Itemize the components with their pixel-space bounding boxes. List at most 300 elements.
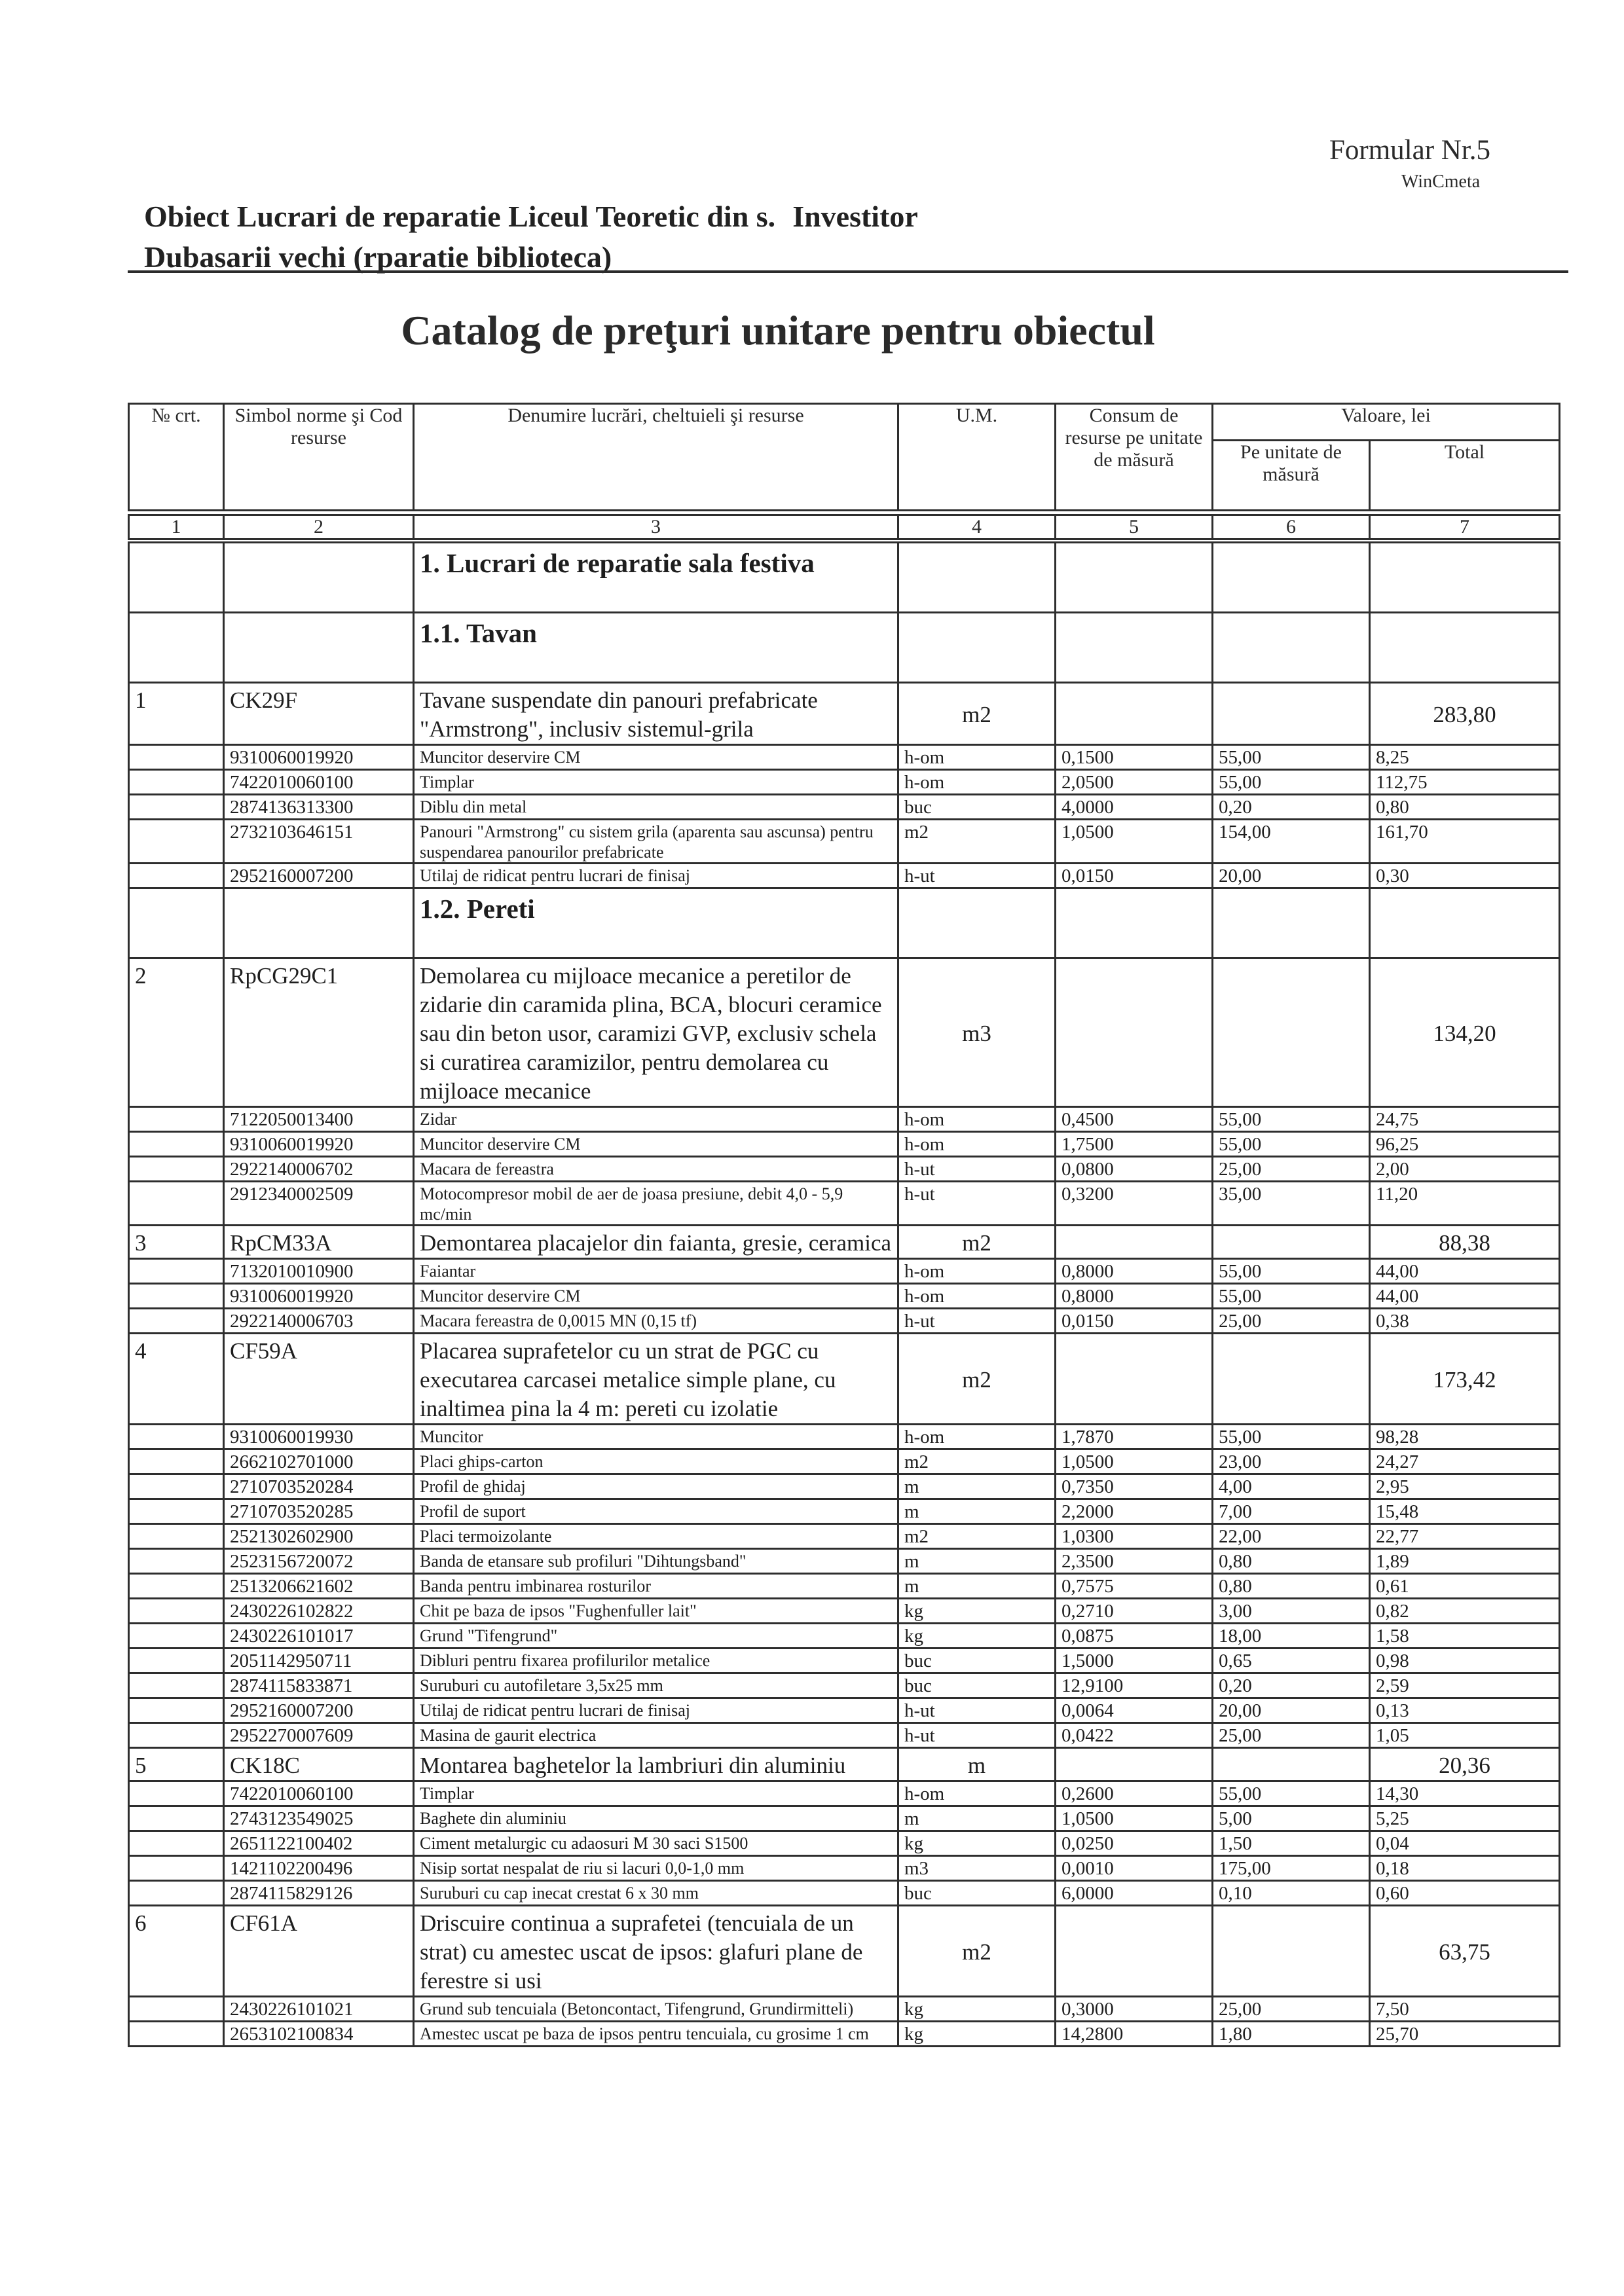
resource-consumption: 0,3000 bbox=[1056, 1997, 1213, 2022]
resource-name: Suruburi cu autofiletare 3,5x25 mm bbox=[414, 1673, 898, 1698]
resource-row bbox=[129, 1856, 1560, 1881]
resource-row bbox=[129, 1474, 1560, 1499]
resource-consumption: 0,0875 bbox=[1056, 1624, 1213, 1649]
norm-total: 173,42 bbox=[1370, 1334, 1560, 1425]
col-header-simbol: Simbol norme şi Cod resurse bbox=[224, 404, 414, 511]
cell-nr bbox=[129, 1806, 224, 1831]
resource-code: 9310060019920 bbox=[224, 1132, 414, 1157]
norm-row bbox=[129, 1748, 1560, 1781]
resource-row bbox=[129, 1425, 1560, 1449]
page-title bbox=[0, 306, 1624, 355]
norm-unit: m2 bbox=[898, 1226, 1056, 1259]
cell-empty bbox=[1056, 888, 1213, 958]
resource-unit-price: 55,00 bbox=[1213, 770, 1370, 795]
resource-code: 2523156720072 bbox=[224, 1549, 414, 1574]
resource-unit-price: 25,00 bbox=[1213, 1157, 1370, 1182]
resource-consumption: 0,0150 bbox=[1056, 1309, 1213, 1334]
cell-nr bbox=[129, 1309, 224, 1334]
norm-code: CF59A bbox=[224, 1334, 414, 1425]
resource-row bbox=[129, 1599, 1560, 1624]
resource-name: Chit pe baza de ipsos "Fughenfuller lait" bbox=[414, 1599, 898, 1624]
resource-name: Diblu din metal bbox=[414, 795, 898, 820]
resource-name: Muncitor deservire CM bbox=[414, 1132, 898, 1157]
resource-unit-price: 18,00 bbox=[1213, 1624, 1370, 1649]
resource-total: 0,61 bbox=[1370, 1574, 1560, 1599]
cell-empty bbox=[1213, 958, 1370, 1107]
resource-code: 9310060019920 bbox=[224, 745, 414, 770]
resource-unit: h-ut bbox=[898, 1723, 1056, 1748]
cell-empty bbox=[1213, 1748, 1370, 1781]
resource-unit: m2 bbox=[898, 1524, 1056, 1549]
resource-unit: kg bbox=[898, 1997, 1056, 2022]
resource-row bbox=[129, 745, 1560, 770]
cell-empty bbox=[898, 888, 1056, 958]
resource-consumption: 0,4500 bbox=[1056, 1107, 1213, 1132]
col-header-um: U.M. bbox=[898, 404, 1056, 511]
resource-unit-price: 35,00 bbox=[1213, 1182, 1370, 1226]
resource-code: 9310060019920 bbox=[224, 1284, 414, 1309]
norm-name: Placarea suprafetelor cu un strat de PGC cu executarea carcasei metalice simple plane, cu inaltimea pina la 4 m: pereti cu izolatie bbox=[414, 1334, 898, 1425]
cell-nr bbox=[129, 1499, 224, 1524]
resource-total: 2,59 bbox=[1370, 1673, 1560, 1698]
resource-name: Placi ghips-carton bbox=[414, 1449, 898, 1474]
norm-total: 20,36 bbox=[1370, 1748, 1560, 1781]
object-title-line1: Obiect Lucrari de reparatie Liceul Teoretic din s. bbox=[144, 200, 776, 233]
col-header-pe-unitate: Pe unitate de măsură bbox=[1213, 441, 1370, 511]
cell-nr bbox=[129, 1997, 224, 2022]
resource-unit-price: 55,00 bbox=[1213, 1107, 1370, 1132]
resource-name: Masina de gaurit electrica bbox=[414, 1723, 898, 1748]
resource-row bbox=[129, 1574, 1560, 1599]
cell-nr bbox=[129, 770, 224, 795]
norm-number: 1 bbox=[129, 683, 224, 745]
resource-unit: h-om bbox=[898, 745, 1056, 770]
resource-unit: buc bbox=[898, 1881, 1056, 1906]
resource-code: 2743123549025 bbox=[224, 1806, 414, 1831]
resource-unit-price: 154,00 bbox=[1213, 820, 1370, 864]
resource-name: Baghete din aluminiu bbox=[414, 1806, 898, 1831]
resource-code: 2430226101017 bbox=[224, 1624, 414, 1649]
resource-consumption: 0,0422 bbox=[1056, 1723, 1213, 1748]
resource-code: 2912340002509 bbox=[224, 1182, 414, 1226]
norm-code: CK18C bbox=[224, 1748, 414, 1781]
resource-unit: buc bbox=[898, 1673, 1056, 1698]
cell-nr bbox=[129, 1624, 224, 1649]
resource-unit-price: 1,50 bbox=[1213, 1831, 1370, 1856]
resource-unit-price: 55,00 bbox=[1213, 1284, 1370, 1309]
resource-unit: h-om bbox=[898, 770, 1056, 795]
norm-code: RpCM33A bbox=[224, 1226, 414, 1259]
norm-number: 2 bbox=[129, 958, 224, 1107]
resource-total: 1,05 bbox=[1370, 1723, 1560, 1748]
resource-consumption: 0,0250 bbox=[1056, 1831, 1213, 1856]
resource-consumption: 0,2710 bbox=[1056, 1599, 1213, 1624]
cell-nr bbox=[129, 1723, 224, 1748]
cell-nr bbox=[129, 1182, 224, 1226]
resource-code: 2653102100834 bbox=[224, 2022, 414, 2047]
cell-empty bbox=[1056, 958, 1213, 1107]
table-header bbox=[128, 403, 1560, 511]
col-header-denumire: Denumire lucrări, cheltuieli şi resurse bbox=[414, 404, 898, 511]
resource-code: 2513206621602 bbox=[224, 1574, 414, 1599]
cell-nr bbox=[129, 1881, 224, 1906]
resource-code: 7422010060100 bbox=[224, 770, 414, 795]
resource-unit-price: 1,80 bbox=[1213, 2022, 1370, 2047]
cell-nr bbox=[129, 1599, 224, 1624]
column-number-row bbox=[128, 514, 1560, 540]
resource-total: 8,25 bbox=[1370, 745, 1560, 770]
col-header-consum: Consum de resurse pe unitate de măsură bbox=[1056, 404, 1213, 511]
resource-row bbox=[129, 1624, 1560, 1649]
resource-row bbox=[129, 1284, 1560, 1309]
resource-code: 2710703520285 bbox=[224, 1499, 414, 1524]
resource-code: 2874115833871 bbox=[224, 1673, 414, 1698]
resource-code: 2952270007609 bbox=[224, 1723, 414, 1748]
resource-consumption: 1,0300 bbox=[1056, 1524, 1213, 1549]
cell-nr bbox=[129, 1284, 224, 1309]
cell-empty bbox=[1056, 1748, 1213, 1781]
resource-consumption: 4,0000 bbox=[1056, 795, 1213, 820]
resource-row bbox=[129, 1107, 1560, 1132]
resource-code: 2952160007200 bbox=[224, 864, 414, 888]
resource-consumption: 1,7870 bbox=[1056, 1425, 1213, 1449]
resource-row bbox=[129, 1698, 1560, 1723]
col-number: 7 bbox=[1370, 515, 1560, 539]
section-title: 1.2. Pereti bbox=[414, 888, 898, 958]
norm-row bbox=[129, 683, 1560, 745]
resource-consumption: 1,5000 bbox=[1056, 1649, 1213, 1673]
resource-name: Utilaj de ridicat pentru lucrari de finisaj bbox=[414, 1698, 898, 1723]
resource-code: 7122050013400 bbox=[224, 1107, 414, 1132]
cell-empty bbox=[1213, 1226, 1370, 1259]
resource-unit-price: 25,00 bbox=[1213, 1309, 1370, 1334]
resource-unit: h-ut bbox=[898, 1182, 1056, 1226]
resource-consumption: 2,0500 bbox=[1056, 770, 1213, 795]
resource-consumption: 1,7500 bbox=[1056, 1132, 1213, 1157]
resource-total: 24,27 bbox=[1370, 1449, 1560, 1474]
resource-unit-price: 55,00 bbox=[1213, 1132, 1370, 1157]
resource-unit: h-ut bbox=[898, 1157, 1056, 1182]
object-header bbox=[144, 196, 1192, 278]
cell-nr bbox=[129, 745, 224, 770]
norm-unit: m3 bbox=[898, 958, 1056, 1107]
resource-name: Nisip sortat nespalat de riu si lacuri 0,0-1,0 mm bbox=[414, 1856, 898, 1881]
col-header-nr: № crt. bbox=[129, 404, 224, 511]
resource-consumption: 0,8000 bbox=[1056, 1284, 1213, 1309]
cell-nr bbox=[129, 795, 224, 820]
resource-total: 5,25 bbox=[1370, 1806, 1560, 1831]
resource-total: 0,38 bbox=[1370, 1309, 1560, 1334]
resource-unit: m bbox=[898, 1474, 1056, 1499]
cell-empty bbox=[898, 613, 1056, 683]
resource-code: 7132010010900 bbox=[224, 1259, 414, 1284]
resource-unit: m bbox=[898, 1549, 1056, 1574]
cell-nr bbox=[129, 1698, 224, 1723]
cell-empty bbox=[898, 543, 1056, 613]
header-divider bbox=[128, 270, 1568, 273]
col-number: 4 bbox=[898, 515, 1056, 539]
resource-name: Profil de suport bbox=[414, 1499, 898, 1524]
resource-code: 9310060019930 bbox=[224, 1425, 414, 1449]
resource-consumption: 1,0500 bbox=[1056, 820, 1213, 864]
resource-total: 98,28 bbox=[1370, 1425, 1560, 1449]
cell-empty bbox=[1213, 683, 1370, 745]
norm-unit: m bbox=[898, 1748, 1056, 1781]
cell-nr bbox=[129, 820, 224, 864]
resource-unit-price: 25,00 bbox=[1213, 1997, 1370, 2022]
resource-row bbox=[129, 1157, 1560, 1182]
catalog-body bbox=[129, 543, 1560, 2047]
resource-unit-price: 3,00 bbox=[1213, 1599, 1370, 1624]
resource-consumption: 2,3500 bbox=[1056, 1549, 1213, 1574]
resource-name: Banda de etansare sub profiluri "Dihtungsband" bbox=[414, 1549, 898, 1574]
resource-code: 2521302602900 bbox=[224, 1524, 414, 1549]
col-header-total: Total bbox=[1370, 441, 1560, 511]
resource-total: 0,18 bbox=[1370, 1856, 1560, 1881]
norm-unit: m2 bbox=[898, 1906, 1056, 1997]
resource-unit: h-om bbox=[898, 1284, 1056, 1309]
resource-code: 2710703520284 bbox=[224, 1474, 414, 1499]
resource-total: 7,50 bbox=[1370, 1997, 1560, 2022]
resource-row bbox=[129, 1649, 1560, 1673]
resource-code: 2732103646151 bbox=[224, 820, 414, 864]
norm-code: RpCG29C1 bbox=[224, 958, 414, 1107]
cell-empty bbox=[1370, 543, 1560, 613]
resource-row bbox=[129, 770, 1560, 795]
object-title-line2: Dubasarii vechi (rparatie biblioteca) bbox=[144, 240, 612, 274]
cell-empty bbox=[1056, 683, 1213, 745]
norm-name: Demontarea placajelor din faianta, gresie, ceramica bbox=[414, 1226, 898, 1259]
resource-unit: h-ut bbox=[898, 1698, 1056, 1723]
resource-unit: kg bbox=[898, 1624, 1056, 1649]
resource-total: 1,89 bbox=[1370, 1549, 1560, 1574]
norm-unit: m2 bbox=[898, 1334, 1056, 1425]
resource-name: Banda pentru imbinarea rosturilor bbox=[414, 1574, 898, 1599]
resource-consumption: 0,0150 bbox=[1056, 864, 1213, 888]
resource-row bbox=[129, 2022, 1560, 2047]
resource-total: 2,00 bbox=[1370, 1157, 1560, 1182]
norm-name: Tavane suspendate din panouri prefabricate "Armstrong", inclusiv sistemul-grila bbox=[414, 683, 898, 745]
cell-empty bbox=[1056, 1226, 1213, 1259]
cell-nr bbox=[129, 888, 224, 958]
resource-unit-price: 0,20 bbox=[1213, 795, 1370, 820]
cell-empty bbox=[1056, 1334, 1213, 1425]
resource-code: 2952160007200 bbox=[224, 1698, 414, 1723]
resource-total: 24,75 bbox=[1370, 1107, 1560, 1132]
resource-name: Ciment metalurgic cu adaosuri M 30 saci S1500 bbox=[414, 1831, 898, 1856]
resource-unit-price: 0,20 bbox=[1213, 1673, 1370, 1698]
resource-consumption: 1,0500 bbox=[1056, 1449, 1213, 1474]
norm-name: Montarea baghetelor la lambriuri din aluminiu bbox=[414, 1748, 898, 1781]
resource-consumption: 14,2800 bbox=[1056, 2022, 1213, 2047]
cell-nr bbox=[129, 1107, 224, 1132]
resource-unit: m2 bbox=[898, 1449, 1056, 1474]
cell-nr bbox=[129, 1549, 224, 1574]
resource-code: 2922140006703 bbox=[224, 1309, 414, 1334]
resource-unit-price: 0,80 bbox=[1213, 1574, 1370, 1599]
resource-unit-price: 20,00 bbox=[1213, 864, 1370, 888]
cell-nr bbox=[129, 1524, 224, 1549]
resource-name: Motocompresor mobil de aer de joasa presiune, debit 4,0 - 5,9 mc/min bbox=[414, 1182, 898, 1226]
formular-label: Formular Nr.5 bbox=[1329, 135, 1491, 166]
section-title: 1.1. Tavan bbox=[414, 613, 898, 683]
resource-consumption: 0,1500 bbox=[1056, 745, 1213, 770]
resource-code: 2922140006702 bbox=[224, 1157, 414, 1182]
resource-total: 44,00 bbox=[1370, 1284, 1560, 1309]
resource-total: 112,75 bbox=[1370, 770, 1560, 795]
norm-unit: m2 bbox=[898, 683, 1056, 745]
resource-total: 96,25 bbox=[1370, 1132, 1560, 1157]
resource-consumption: 0,0010 bbox=[1056, 1856, 1213, 1881]
resource-unit-price: 5,00 bbox=[1213, 1806, 1370, 1831]
resource-total: 0,13 bbox=[1370, 1698, 1560, 1723]
cell-nr bbox=[129, 543, 224, 613]
cell-empty bbox=[1213, 888, 1370, 958]
section-row bbox=[129, 888, 1560, 958]
resource-unit: h-om bbox=[898, 1132, 1056, 1157]
cell-empty bbox=[1056, 613, 1213, 683]
resource-total: 14,30 bbox=[1370, 1781, 1560, 1806]
resource-row bbox=[129, 1831, 1560, 1856]
resource-unit-price: 20,00 bbox=[1213, 1698, 1370, 1723]
resource-row bbox=[129, 1449, 1560, 1474]
resource-unit: m bbox=[898, 1574, 1056, 1599]
norm-total: 88,38 bbox=[1370, 1226, 1560, 1259]
resource-unit-price: 55,00 bbox=[1213, 745, 1370, 770]
cell-nr bbox=[129, 613, 224, 683]
resource-unit-price: 0,65 bbox=[1213, 1649, 1370, 1673]
col-number: 2 bbox=[224, 515, 414, 539]
cell-nr bbox=[129, 1673, 224, 1698]
resource-total: 0,30 bbox=[1370, 864, 1560, 888]
cell-nr bbox=[129, 2022, 224, 2047]
resource-name: Grund sub tencuiala (Betoncontact, Tifengrund, Grundirmitteli) bbox=[414, 1997, 898, 2022]
resource-unit-price: 0,80 bbox=[1213, 1549, 1370, 1574]
resource-unit: h-om bbox=[898, 1107, 1056, 1132]
resource-row bbox=[129, 1259, 1560, 1284]
cell-empty bbox=[1056, 1906, 1213, 1997]
resource-name: Grund "Tifengrund" bbox=[414, 1624, 898, 1649]
resource-row bbox=[129, 1132, 1560, 1157]
resource-total: 1,58 bbox=[1370, 1624, 1560, 1649]
norm-row bbox=[129, 1906, 1560, 1997]
cell-code bbox=[224, 888, 414, 958]
cell-empty bbox=[1213, 613, 1370, 683]
cell-empty bbox=[1213, 1334, 1370, 1425]
norm-total: 134,20 bbox=[1370, 958, 1560, 1107]
resource-unit-price: 55,00 bbox=[1213, 1781, 1370, 1806]
resource-unit-price: 25,00 bbox=[1213, 1723, 1370, 1748]
software-label: WinCmeta bbox=[1401, 172, 1481, 192]
resource-code: 2051142950711 bbox=[224, 1649, 414, 1673]
norm-number: 4 bbox=[129, 1334, 224, 1425]
resource-unit: kg bbox=[898, 2022, 1056, 2047]
resource-consumption: 6,0000 bbox=[1056, 1881, 1213, 1906]
resource-consumption: 0,3200 bbox=[1056, 1182, 1213, 1226]
resource-consumption: 0,2600 bbox=[1056, 1781, 1213, 1806]
resource-code: 2874136313300 bbox=[224, 795, 414, 820]
resource-total: 25,70 bbox=[1370, 2022, 1560, 2047]
resource-unit: kg bbox=[898, 1831, 1056, 1856]
resource-row bbox=[129, 1549, 1560, 1574]
col-number: 6 bbox=[1213, 515, 1370, 539]
norm-row bbox=[129, 958, 1560, 1107]
resource-name: Dibluri pentru fixarea profilurilor metalice bbox=[414, 1649, 898, 1673]
resource-total: 161,70 bbox=[1370, 820, 1560, 864]
norm-number: 5 bbox=[129, 1748, 224, 1781]
resource-row bbox=[129, 1182, 1560, 1226]
cell-nr bbox=[129, 1831, 224, 1856]
resource-total: 0,98 bbox=[1370, 1649, 1560, 1673]
resource-unit: h-om bbox=[898, 1259, 1056, 1284]
resource-consumption: 0,0800 bbox=[1056, 1157, 1213, 1182]
norm-number: 6 bbox=[129, 1906, 224, 1997]
section-row bbox=[129, 613, 1560, 683]
resource-row bbox=[129, 1997, 1560, 2022]
cell-nr bbox=[129, 1425, 224, 1449]
resource-row bbox=[129, 1499, 1560, 1524]
resource-consumption: 0,0064 bbox=[1056, 1698, 1213, 1723]
resource-name: Panouri "Armstrong" cu sistem grila (aparenta sau ascunsa) pentru suspendarea panourilor prefabricate bbox=[414, 820, 898, 864]
cell-code bbox=[224, 613, 414, 683]
resource-code: 2430226101021 bbox=[224, 1997, 414, 2022]
cell-nr bbox=[129, 1856, 224, 1881]
price-catalog-table bbox=[128, 541, 1560, 2047]
norm-row bbox=[129, 1334, 1560, 1425]
norm-total: 283,80 bbox=[1370, 683, 1560, 745]
norm-name: Demolarea cu mijloace mecanice a peretilor de zidarie din caramida plina, BCA, blocuri ceramice sau din beton usor, caramizi GVP, exclusiv schela si curatirea caramizilor, pentru demolarea cu mijloace mecanice bbox=[414, 958, 898, 1107]
resource-unit: m bbox=[898, 1499, 1056, 1524]
resource-unit: h-ut bbox=[898, 1309, 1056, 1334]
resource-code: 7422010060100 bbox=[224, 1781, 414, 1806]
resource-unit: h-om bbox=[898, 1781, 1056, 1806]
resource-row bbox=[129, 1723, 1560, 1748]
cell-empty bbox=[1213, 1906, 1370, 1997]
resource-consumption: 0,7350 bbox=[1056, 1474, 1213, 1499]
resource-unit-price: 7,00 bbox=[1213, 1499, 1370, 1524]
resource-name: Muncitor bbox=[414, 1425, 898, 1449]
norm-name: Driscuire continua a suprafetei (tencuiala de un strat) cu amestec uscat de ipsos: glafuri plane de ferestre si usi bbox=[414, 1906, 898, 1997]
resource-code: 2874115829126 bbox=[224, 1881, 414, 1906]
cell-nr bbox=[129, 864, 224, 888]
page-title-text: Catalog de preţuri unitare pentru obiectul bbox=[401, 307, 1155, 354]
resource-row bbox=[129, 1881, 1560, 1906]
resource-consumption: 1,0500 bbox=[1056, 1806, 1213, 1831]
resource-unit: kg bbox=[898, 1599, 1056, 1624]
resource-code: 2430226102822 bbox=[224, 1599, 414, 1624]
resource-unit-price: 23,00 bbox=[1213, 1449, 1370, 1474]
resource-unit: h-ut bbox=[898, 864, 1056, 888]
resource-total: 15,48 bbox=[1370, 1499, 1560, 1524]
resource-name: Muncitor deservire CM bbox=[414, 745, 898, 770]
col-header-valoare: Valoare, lei bbox=[1213, 404, 1560, 441]
cell-nr bbox=[129, 1474, 224, 1499]
resource-name: Suruburi cu cap inecat crestat 6 x 30 mm bbox=[414, 1881, 898, 1906]
resource-row bbox=[129, 864, 1560, 888]
cell-empty bbox=[1056, 543, 1213, 613]
cell-code bbox=[224, 543, 414, 613]
cell-empty bbox=[1213, 543, 1370, 613]
resource-name: Timplar bbox=[414, 770, 898, 795]
resource-row bbox=[129, 1673, 1560, 1698]
resource-unit: m3 bbox=[898, 1856, 1056, 1881]
resource-unit-price: 55,00 bbox=[1213, 1425, 1370, 1449]
resource-unit-price: 175,00 bbox=[1213, 1856, 1370, 1881]
resource-total: 0,04 bbox=[1370, 1831, 1560, 1856]
resource-unit-price: 0,10 bbox=[1213, 1881, 1370, 1906]
cell-nr bbox=[129, 1574, 224, 1599]
resource-name: Placi termoizolante bbox=[414, 1524, 898, 1549]
